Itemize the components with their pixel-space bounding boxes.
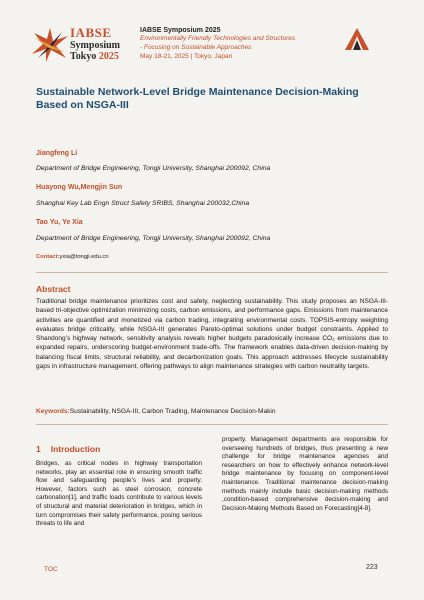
intro-column-left: Bridges, as critical nodes in highway transportation networks, play an essential role in ensuring smooth traffic flow and safeguarding people’s lives and property. However, factors such as steel corrosion, concrete carbonation[1], and traffic loads contribute to various levels of structural and material deterioration in bridges, which in turn compromises their safety performance, posing serious threats to life and: [36, 460, 202, 528]
intro-column-right: property. Management departments are responsible for overseeing hundreds of bridges, thus presenting a new challenge for bridge maintenance agencies and researchers on how to effectively enhance network-level bridge maintenance by focusing on component-level maintenance. Traditional maintenance decision-making methods mainly include basic decision-making methods ,condition-based comprehensive decision-making and Decision-Making Methods Based on Forecasting[4-8].: [222, 436, 388, 512]
logo-iabse: IABSE: [70, 25, 112, 40]
contact-label: Contact:: [36, 254, 60, 260]
keywords-line: [36, 408, 388, 415]
contact-line: [36, 254, 109, 260]
divider-bottom: [36, 424, 388, 425]
triangle-logo-icon: [345, 28, 369, 50]
toc-link[interactable]: TOC: [44, 566, 58, 573]
star-burst-logo-icon: [32, 28, 68, 62]
abstract-text: Traditional bridge maintenance prioritizes cost and safety, neglecting sustainability. This study proposes an NSGA-III-based tri-objective optimization minimizing costs, carbon emissions, and performance gaps. Emissions from maintenance activities are quantified and monetized via carbon trading, integrating environmental costs. TOPSIS-entropy weighting evaluates bridge criticality, while NSGA-III generates Pareto-optimal solutions under budget constraints. Applied to Shandong’s highway network, sensitivity analysis reveals higher budgets paradoxically increase CO₂ emissions due to expanded repairs, underscoring budget-environment trade-offs. The framework enables data-driven decision-making by balancing fiscal limits, structural reliability, and decarbonization goals. This approach addresses lifecycle sustainability gaps in infrastructure management, offering pathways to align maintenance strategies with carbon neutrality targets.: [36, 298, 388, 371]
conference-info: [140, 26, 340, 61]
section-heading: [36, 444, 100, 454]
contact-email[interactable]: yxia@tongji.edu.cn: [59, 254, 109, 260]
logo-city-year: Tokyo 2025: [70, 51, 119, 62]
conference-dates: May 18-21, 2025 | Tokyo, Japan: [140, 53, 233, 60]
section-title: Introduction: [50, 444, 101, 454]
conference-theme-2: - Focusing on Sustainable Approaches: [140, 43, 252, 51]
keywords-text: Sustainability, NSGA-III, Carbon Trading, Maintenance Decision-Makin: [69, 408, 276, 415]
conference-theme-1: Environmentally Friendly Technologies and Structures: [140, 35, 296, 42]
section-number: 1: [36, 444, 41, 454]
affiliation-3: Department of Bridge Engineering, Tongji University, Shanghai 200092, China: [36, 235, 271, 242]
author-2: Huayong Wu,Mengjin Sun: [36, 184, 123, 191]
affiliation-2: Shanghai Key Lab Engn Struct Safety SRIBS, Shanghai 200032,China: [36, 200, 250, 207]
page-number: 223: [366, 564, 378, 571]
logo-wordmark: [70, 26, 120, 62]
logo-symposium: Symposium: [70, 40, 121, 51]
divider-top: [36, 272, 388, 273]
abstract-heading: Abstract: [36, 284, 71, 294]
iabse-logo: [32, 24, 132, 66]
keywords-label: Keywords:: [36, 408, 70, 415]
conference-name: IABSE Symposium 2025: [140, 27, 221, 34]
affiliation-1: Department of Bridge Engineering, Tongji University, Shanghai 200092, China: [36, 165, 271, 172]
author-3: Tao Yu, Ye Xia: [36, 219, 83, 226]
paper-title: Sustainable Network-Level Bridge Maintenance Decision-Making Based on NSGA-III: [36, 86, 359, 111]
author-1: Jiangfeng Li: [36, 150, 78, 157]
